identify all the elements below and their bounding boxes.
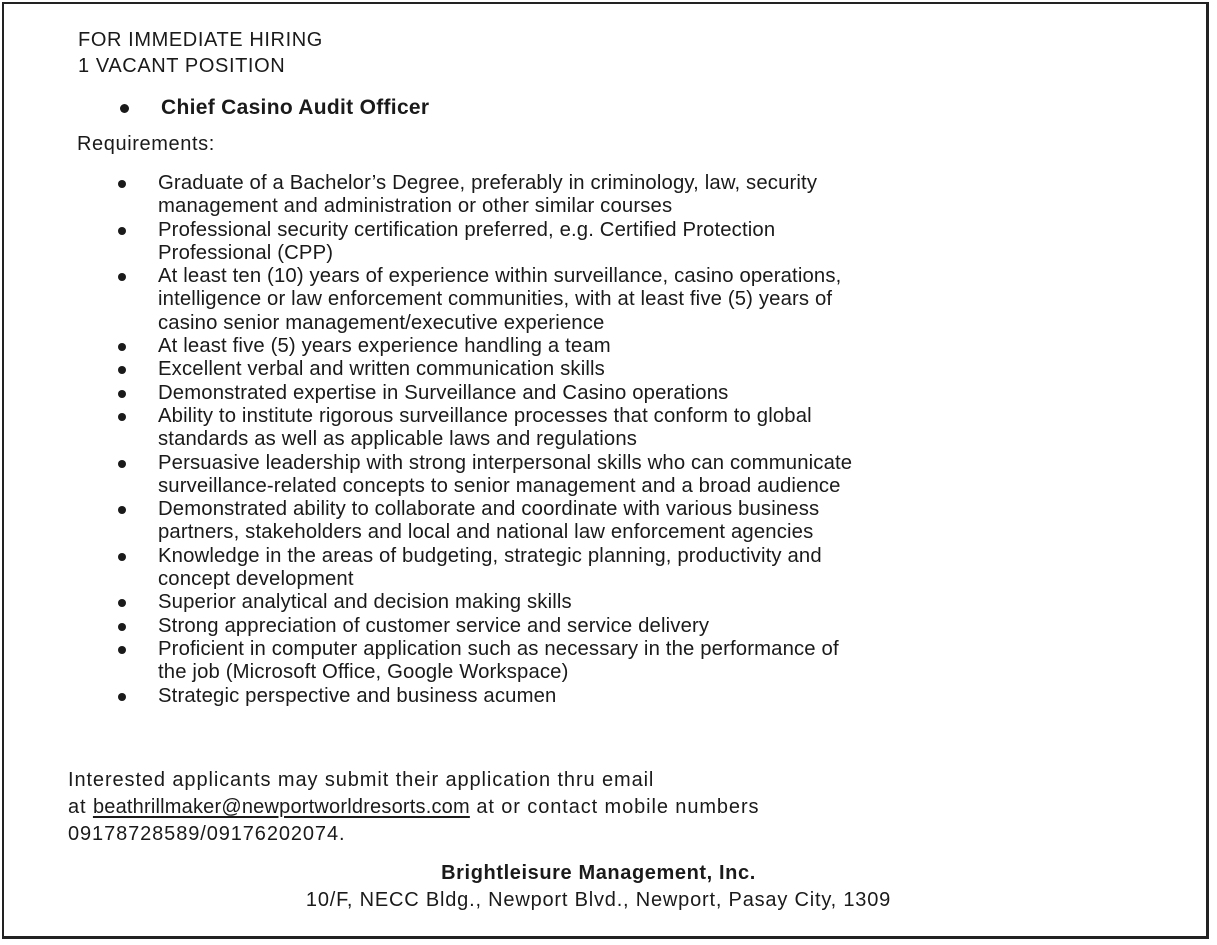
requirement-text: Ability to institute rigorous surveillance processes that conform to global standards as well as applicable laws and regulations bbox=[158, 404, 812, 451]
company-name: Brightleisure Management, Inc. bbox=[441, 862, 756, 884]
requirement-item bbox=[114, 685, 1124, 708]
bullet-icon bbox=[118, 460, 126, 468]
requirement-item bbox=[114, 615, 1124, 638]
bullet-icon bbox=[120, 104, 129, 113]
bullet-icon bbox=[118, 180, 126, 188]
requirement-text: Demonstrated ability to collaborate and coordinate with various business partners, stakeholders and local and national law enforcement agencies bbox=[158, 498, 820, 544]
requirement-text: Knowledge in the areas of budgeting, strategic planning, productivity and concept development bbox=[158, 544, 822, 591]
requirement-text: Proficient in computer application such as necessary in the performance of the job (Microsoft Office, Google Workspace) bbox=[158, 637, 839, 684]
requirement-text: Persuasive leadership with strong interpersonal skills who can communicate surveillance-related concepts to senior management and a broad audience bbox=[158, 451, 853, 497]
bullet-icon bbox=[118, 227, 126, 235]
position-title: Chief Casino Audit Officer bbox=[161, 96, 430, 119]
mobile-prefix: at or contact mobile numbers bbox=[469, 796, 760, 818]
requirement-item bbox=[114, 638, 1124, 685]
requirement-item bbox=[114, 335, 1124, 358]
bullet-icon bbox=[118, 599, 126, 607]
requirement-text: Strong appreciation of customer service and service delivery bbox=[158, 614, 710, 637]
requirement-item bbox=[114, 452, 1124, 499]
requirement-text: Professional security certification preferred, e.g. Certified Protection Professional (CPP) bbox=[158, 218, 776, 264]
requirement-item bbox=[114, 498, 1124, 545]
requirement-item bbox=[114, 382, 1124, 405]
requirement-item bbox=[114, 545, 1124, 592]
bullet-icon bbox=[118, 623, 126, 631]
requirement-item bbox=[114, 219, 1124, 266]
bullet-icon bbox=[118, 506, 126, 514]
requirement-item bbox=[114, 358, 1124, 381]
bullet-icon bbox=[118, 413, 126, 421]
bullet-icon bbox=[118, 273, 126, 281]
requirements-label: Requirements: bbox=[77, 133, 215, 155]
bullet-icon bbox=[118, 390, 126, 398]
vacancy-count: 1 VACANT POSITION bbox=[78, 55, 286, 77]
requirement-text: Superior analytical and decision making skills bbox=[158, 591, 572, 614]
requirement-text: At least five (5) years experience handling a team bbox=[158, 335, 611, 358]
requirement-item bbox=[114, 172, 1124, 219]
requirement-item bbox=[114, 265, 1124, 335]
requirements-list bbox=[114, 172, 1124, 708]
contact-email-line bbox=[68, 796, 759, 819]
bullet-icon bbox=[118, 553, 126, 561]
application-instructions: Interested applicants may submit their application thru email bbox=[68, 769, 655, 791]
email-link[interactable]: beathrillmaker@newportworldresorts.com bbox=[92, 796, 470, 818]
bullet-icon bbox=[118, 646, 126, 654]
bullet-icon bbox=[118, 693, 126, 701]
hiring-heading: FOR IMMEDIATE HIRING bbox=[78, 29, 323, 51]
company-address: 10/F, NECC Bldg., Newport Blvd., Newport, Pasay City, 1309 bbox=[305, 889, 892, 911]
requirement-item bbox=[114, 405, 1124, 452]
requirement-text: Demonstrated expertise in Surveillance and Casino operations bbox=[158, 381, 729, 404]
requirement-text: Excellent verbal and written communication skills bbox=[158, 358, 605, 381]
requirement-text: At least ten (10) years of experience within surveillance, casino operations, intelligence or law enforcement communities, with at least five (5) years of casino senior management/executive experience bbox=[158, 265, 842, 334]
email-prefix: at bbox=[68, 796, 93, 818]
bullet-icon bbox=[118, 343, 126, 351]
mobile-numbers: 09178728589/09176202074. bbox=[68, 823, 346, 845]
requirement-item bbox=[114, 591, 1124, 614]
bullet-icon bbox=[118, 366, 126, 374]
requirement-text: Graduate of a Bachelor’s Degree, preferably in criminology, law, security management and administration or other similar courses bbox=[158, 172, 818, 218]
requirement-text: Strategic perspective and business acumen bbox=[158, 684, 557, 707]
